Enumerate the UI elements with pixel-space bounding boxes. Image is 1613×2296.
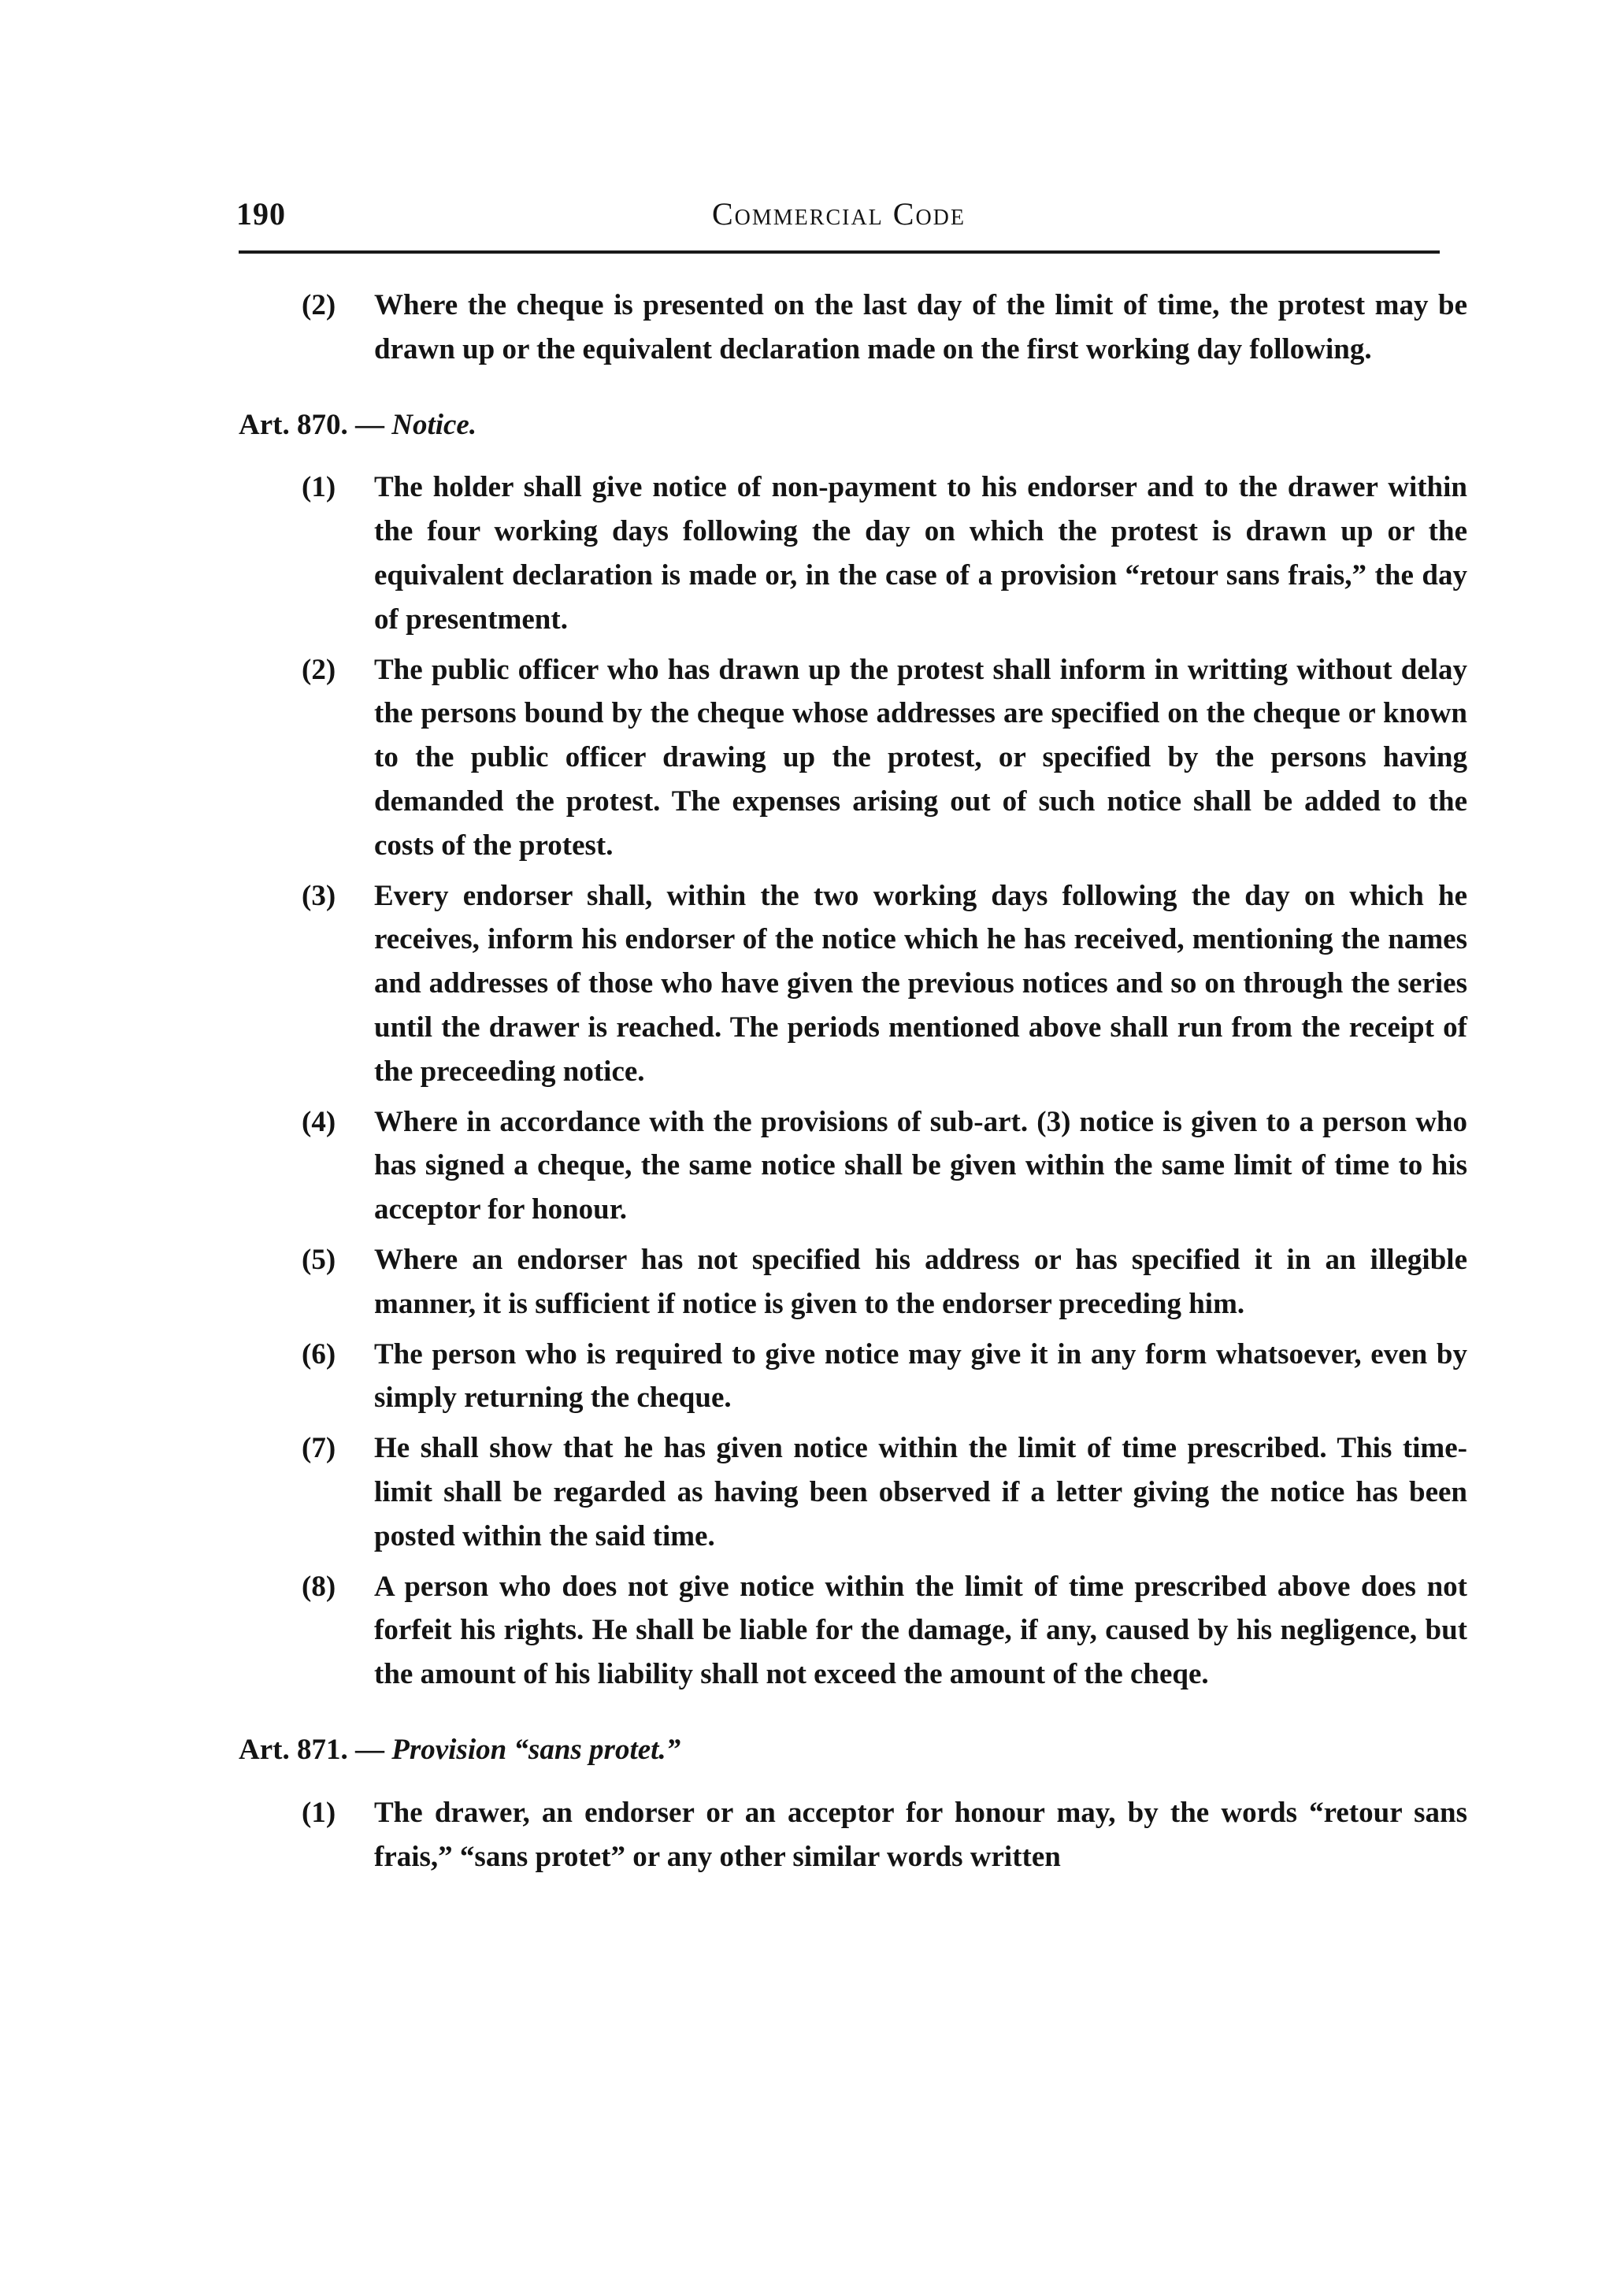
- sub-article-text: Every endorser shall, within the two working days following the day on which he receives, inform his endorser of the notice which he has received, mentioning the names and addresses of those who have given the previous notices and so on through the series until the drawer is reached. The periods mentioned above shall run from the receipt of the preceeding notice.: [374, 879, 1467, 1088]
- running-title: Commercial Code: [711, 196, 966, 232]
- article-heading: [239, 403, 1467, 447]
- sub-article-text: He shall show that he has given notice within the limit of time prescribed. This time-limit shall be regarded as having been observed if a letter giving the notice has been posted within the said time.: [374, 1432, 1467, 1552]
- article-number: Art. 870. —: [239, 408, 384, 441]
- sub-article-number: (1): [302, 471, 336, 504]
- sub-article-number: (4): [302, 1105, 336, 1138]
- sub-article-number: (2): [302, 653, 336, 686]
- sub-article-text: A person who does not give notice within the limit of time prescribed above does not forfeit his rights. He shall be liable for the damage, if any, caused by his negligence, but the amount of his liability shall not exceed the amount of the cheqe.: [374, 1570, 1467, 1691]
- sub-article-text: Where an endorser has not specified his address or has specified it in an illegible manner, it is sufficient if notice is given to the endorser preceding him.: [374, 1243, 1467, 1320]
- article-title: Provision “sans protet.”: [391, 1733, 681, 1766]
- sub-article: [302, 1238, 1467, 1326]
- sub-article-text: The holder shall give notice of non-payment to his endorser and to the drawer within the four working days following the day on which the protest is drawn up or the equivalent declaration is made or, in the case of a provision “retour sans frais,” the day of presentment.: [374, 471, 1467, 636]
- sub-article-number: (1): [302, 1796, 336, 1829]
- sub-article: [302, 1565, 1467, 1697]
- sub-article: [302, 1426, 1467, 1558]
- page-body: [239, 284, 1467, 1885]
- sub-article-text: The person who is required to give notice may give it in any form whatsoever, even by simply returning the cheque.: [374, 1337, 1467, 1415]
- sub-article: [302, 648, 1467, 868]
- running-head: [236, 195, 1441, 243]
- sub-article: [302, 874, 1467, 1094]
- sub-article-text: The drawer, an endorser or an acceptor for honour may, by the words “retour sans frais,” “sans protet” or any other similar words written: [374, 1796, 1467, 1873]
- sub-article: [302, 466, 1467, 641]
- sub-article-number: (7): [302, 1432, 336, 1465]
- sub-article-text: Where the cheque is presented on the last day of the limit of time, the protest may be drawn up or the equivalent declaration made on the first working day following.: [374, 289, 1467, 365]
- sub-article-number: (5): [302, 1243, 336, 1276]
- sub-article-text: Where in accordance with the provisions of sub-art. (3) notice is given to a person who has signed a cheque, the same notice shall be given within the same limit of time to his acceptor for honour.: [374, 1105, 1467, 1226]
- article-heading: [239, 1728, 1467, 1772]
- page-number: 190: [236, 196, 286, 232]
- article-number: Art. 871. —: [239, 1733, 384, 1766]
- sub-article: [302, 284, 1467, 372]
- sub-article: [302, 1333, 1467, 1421]
- sub-article: [302, 1100, 1467, 1232]
- article-title: Notice.: [391, 408, 477, 441]
- sub-article-number: (2): [302, 289, 336, 321]
- header-rule: [239, 250, 1440, 254]
- sub-article-number: (8): [302, 1570, 336, 1603]
- sub-article-text: The public officer who has drawn up the protest shall inform in writting without delay the persons bound by the cheque whose addresses are specified on the cheque or known to the public officer drawing up the protest, or specified by the persons having demanded the protest. The expenses arising out of such notice shall be added to the costs of the protest.: [374, 653, 1467, 862]
- sub-article-number: (6): [302, 1337, 336, 1371]
- sub-article-number: (3): [302, 879, 336, 912]
- sub-article: [302, 1791, 1467, 1879]
